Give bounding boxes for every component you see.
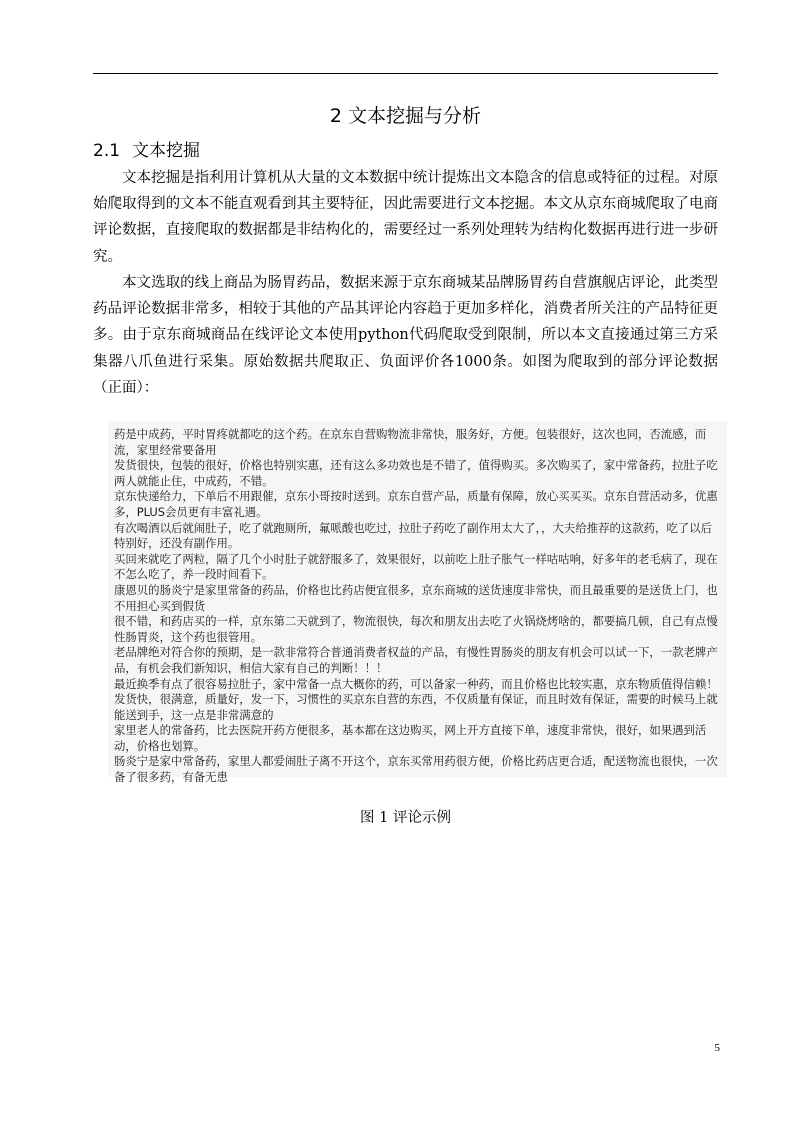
review-screenshot-figure [108,421,727,785]
review-item: 最近换季有点了很容易拉肚子，家中常备一点大概你的药，可以备家一种药，而且价格也比较实惠，京东物质值得信赖！ [114,676,718,691]
review-item: 买回来就吃了两粒，隔了几个小时肚子就舒服多了，效果很好，以前吃上肚子胀气一样咕咕响，好多年的老毛病了，现在不怎么吃了，养一段时间看下。 [114,551,718,582]
review-item: 发货快，很满意，质量好，发一下，习惯性的买京东自营的东西，不仅质量有保证，而且时效有保证，需要的时候马上就能送到手，这一点是非常满意的 [114,692,718,722]
review-item: 家里老人的常备药，比去医院开药方便很多，基本都在这边购买，网上开方直接下单，速度非常快，很好，如果遇到活动，价格也划算。 [114,723,707,753]
review-item: 京东快递给力，下单后不用跟催，京东小哥按时送到。京东自营产品，质量有保障，放心买买买。京东自营活动多，优惠多，PLUS会员更有丰富礼遇。 [114,489,718,519]
review-item: 康恩贝的肠炎宁是家里常备的药品，价格也比药店便宜很多，京东商城的送货速度非常快，而且最重要的是送货上门，也不用担心买到假货 [114,582,718,613]
header-rule [93,73,718,74]
section-title: 文本挖掘 [132,141,201,161]
body-paragraph: 本文选取的线上商品为肠胃药品，数据来源于京东商城某品牌肠胃药自营旗舰店评论，此类型药品评论数据非常多，相较于其他的产品其评论内容趋于更加多样化，消费者所关注的产品特征更多。由于京东商城商品在线评论文本使用python代码爬取受到限制，所以本文直接通过第三方采集器八爪鱼进行采集。原始数据共爬取正、负面评价各1000条。如图为爬取到的部分评论数据（正面）： [93,275,718,396]
review-item: 肠炎宁是家中常备药，家里人都爱闹肚子离不开这个，京东买常用药很方便，价格比药店更合适，配送物流也很快，一次备了很多药，有备无患 [114,754,718,785]
body-paragraph: 文本挖掘是指利用计算机从大量的文本数据中统计提炼出文本隐含的信息或特征的过程。对原始爬取得到的文本不能直观看到其主要特征，因此需要进行文本挖掘。本文从京东商城爬取了电商评论数据，直接爬取的数据都是非结构化的，需要经过一系列处理转为结构化数据再进行进一步研究。 [93,170,718,265]
chapter-title: 2 文本挖掘与分析 [329,105,482,127]
review-item: 发货很快，包装的很好，价格也特别实惠，还有这么多功效也是不错了，值得购买。多次购买了，家中常备药，拉肚子吃两人就能止住，中成药，不错。 [114,458,718,488]
review-item: 老品牌绝对符合你的预期，是一款非常符合普通消费者权益的产品，有慢性胃肠炎的朋友有机会可以试一下，一款老牌产品，有机会我们新知识，相信大家有自己的判断！！！ [114,645,718,675]
figure-caption: 图 1 评论示例 [360,810,451,826]
review-item: 药是中成药，平时胃疼就都吃的这个药。在京东自营购物流非常快，服务好，方便。包装很好，这次也同，否流感，而流，家里经常要备用 [114,427,707,457]
section-heading [93,139,200,163]
review-item: 很不错，和药店买的一样，京东第二天就到了，物流很快，每次和朋友出去吃了火锅烧烤啥的，都要搞几顿，自己有点慢性肠胃炎，这个药也很管用。 [114,614,718,644]
review-item: 有次喝酒以后就闹肚子，吃了就跑厕所，氟哌酸也吃过，拉肚子药吃了副作用太大了，，大夫给推荐的这款药，吃了以后特别好，还没有副作用。 [114,520,713,551]
page-number: 5 [714,1042,720,1054]
section-number: 2.1 [93,141,121,161]
